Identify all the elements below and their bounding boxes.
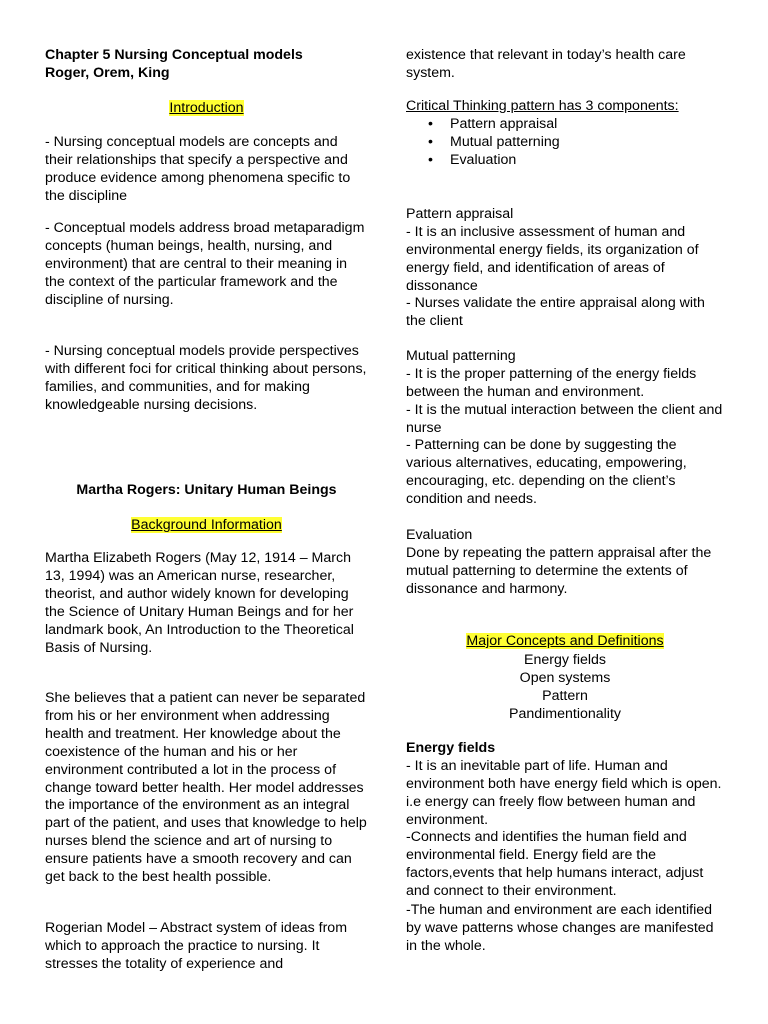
chapter-subtitle: Roger, Orem, King [45,65,170,81]
list-item: Pattern [542,687,588,704]
mutual-patterning-heading: Mutual patterning [406,348,516,364]
introduction-heading: Introduction [169,100,244,116]
intro-paragraph-2: - Conceptual models address broad metaparadigm concepts (human beings, health, nursing, and environment) that are central to their meaning in the context of the particular framework and the discipline of nursing. [45,220,365,308]
energy-fields-line-2: -Connects and identifies the human field and environmental field. Energy field are the factors,events that help humans interact, adjust and connect to their environment. [406,829,704,899]
continued-text: existence that relevant in today’s health care system. [406,47,686,81]
background-heading: Background Information [131,517,282,533]
critical-thinking-heading: Critical Thinking pattern has 3 components: [406,98,679,114]
pattern-appraisal-line-1: - It is an inclusive assessment of human and environmental energy fields, its organization of energy field, and identification of areas of dissonance [406,224,699,294]
intro-paragraph-3: - Nursing conceptual models provide perspectives with different foci for critical thinking about persons, families, and communities, and for making knowledgeable nursing decisions. [45,343,367,413]
energy-fields-line-1: - It is an inevitable part of life. Human and environment both have energy field which is open. i.e energy can freely flow between human and environment. [406,758,722,828]
mutual-patterning-line-2: - It is the mutual interaction between the client and nurse [406,402,723,436]
energy-fields-heading: Energy fields [406,740,496,756]
list-item: • Mutual patterning [406,134,724,152]
mutual-patterning-line-3: - Patterning can be done by suggesting the various alternatives, educating, empowering, encouraging, etc. depending on the client’s condition and needs. [406,437,687,507]
major-concepts-heading: Major Concepts and Definitions [466,633,664,649]
background-paragraph-2: She believes that a patient can never be separated from his or her environment when addressing health and treatment. Her knowledge about the coexistence of the human and his or her environment contributed a lot in the process of change toward better health. Her model addresses the importance of the environment as an integral part of the patient, and uses that knowledge to help nurses blend the science and art of nursing to ensure patients have a smooth recovery and can get back to the best health possible. [45,690,367,886]
background-paragraph-3: Rogerian Model – Abstract system of ideas from which to approach the practice to nursing. It stresses the totality of experience and [45,920,348,972]
list-item: Open systems [519,669,611,686]
evaluation-heading: Evaluation [406,527,473,543]
evaluation-text: Done by repeating the pattern appraisal after the mutual patterning to determine the extents of dissonance and harmony. [406,545,712,597]
list-item: • Evaluation [406,152,724,170]
energy-fields-line-3: -The human and environment are each identified by wave patterns whose changes are manifested in the whole. [406,902,714,954]
list-item: • Pattern appraisal [406,116,724,134]
pattern-appraisal-line-2: - Nurses validate the entire appraisal along with the client [406,295,705,329]
pattern-appraisal-heading: Pattern appraisal [406,206,514,222]
background-paragraph-1: Martha Elizabeth Rogers (May 12, 1914 – March 13, 1994) was an American nurse, researcher, theorist, and author widely known for developing the Science of Unitary Human Beings and for her landmark book, An Introduction to the Theoretical Basis of Nursing. [45,550,354,656]
list-item: Energy fields [523,652,606,668]
rogers-heading: Martha Rogers: Unitary Human Beings [76,482,337,498]
mutual-patterning-line-1: - It is the proper patterning of the energy fields between the human and environment. [406,366,697,400]
major-concepts-list [406,652,724,724]
intro-paragraph-1: - Nursing conceptual models are concepts and their relationships that specify a perspective and produce evidence among phenomena specific to the discipline [45,134,351,204]
list-item: Pandimentionality [509,705,621,722]
critical-thinking-list [406,116,724,170]
chapter-title: Chapter 5 Nursing Conceptual models [45,47,303,63]
